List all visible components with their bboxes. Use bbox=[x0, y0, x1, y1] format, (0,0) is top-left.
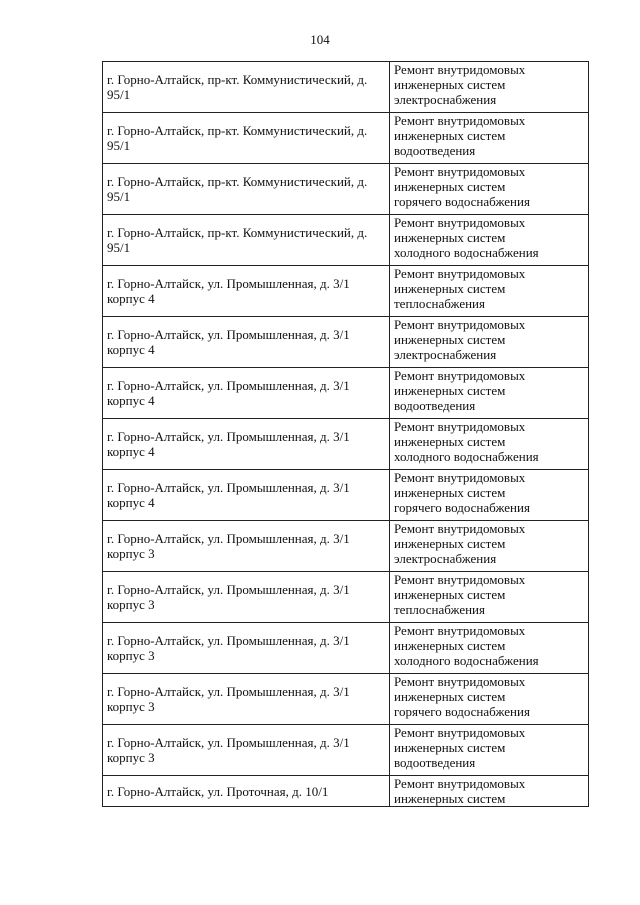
work-title: Ремонт внутридомовых инженерных систем bbox=[394, 521, 526, 551]
address-cell: г. Горно-Алтайск, ул. Промышленная, д. 3/1 корпус 3 bbox=[103, 521, 390, 572]
work-cell bbox=[390, 521, 589, 572]
table-row bbox=[103, 368, 589, 419]
work-title: Ремонт внутридомовых инженерных систем bbox=[394, 776, 526, 806]
work-cell bbox=[390, 62, 589, 113]
work-system: электроснабжения bbox=[394, 551, 497, 566]
address-cell: г. Горно-Алтайск, пр-кт. Коммунистический, д. 95/1 bbox=[103, 62, 390, 113]
work-cell bbox=[390, 725, 589, 776]
address-cell: г. Горно-Алтайск, ул. Промышленная, д. 3/1 корпус 4 bbox=[103, 317, 390, 368]
work-cell bbox=[390, 776, 589, 807]
work-title: Ремонт внутридомовых инженерных систем bbox=[394, 623, 526, 653]
work-cell bbox=[390, 572, 589, 623]
table-row bbox=[103, 62, 589, 113]
work-system: теплоснабжения bbox=[394, 296, 485, 311]
work-title: Ремонт внутридомовых инженерных систем bbox=[394, 215, 526, 245]
work-cell bbox=[390, 419, 589, 470]
address-cell: г. Горно-Алтайск, пр-кт. Коммунистический, д. 95/1 bbox=[103, 215, 390, 266]
work-cell bbox=[390, 674, 589, 725]
work-system: водоотведения bbox=[394, 398, 476, 413]
table-row bbox=[103, 215, 589, 266]
address-cell: г. Горно-Алтайск, ул. Промышленная, д. 3/1 корпус 4 bbox=[103, 266, 390, 317]
work-system: электроснабжения bbox=[394, 347, 497, 362]
table-row bbox=[103, 266, 589, 317]
table-row bbox=[103, 164, 589, 215]
address-cell: г. Горно-Алтайск, ул. Промышленная, д. 3/1 корпус 3 bbox=[103, 674, 390, 725]
address-cell: г. Горно-Алтайск, пр-кт. Коммунистический, д. 95/1 bbox=[103, 113, 390, 164]
work-title: Ремонт внутридомовых инженерных систем bbox=[394, 368, 526, 398]
work-cell bbox=[390, 470, 589, 521]
table-row bbox=[103, 572, 589, 623]
work-cell bbox=[390, 164, 589, 215]
table-row bbox=[103, 776, 589, 807]
work-system: горячего водоснабжения bbox=[394, 500, 530, 515]
table-row bbox=[103, 419, 589, 470]
work-title: Ремонт внутридомовых инженерных систем bbox=[394, 164, 526, 194]
work-title: Ремонт внутридомовых инженерных систем bbox=[394, 419, 526, 449]
table-row bbox=[103, 470, 589, 521]
address-cell: г. Горно-Алтайск, ул. Промышленная, д. 3/1 корпус 3 bbox=[103, 623, 390, 674]
work-cell bbox=[390, 215, 589, 266]
work-title: Ремонт внутридомовых инженерных систем bbox=[394, 113, 526, 143]
work-title: Ремонт внутридомовых инженерных систем bbox=[394, 317, 526, 347]
work-system: горячего водоснабжения bbox=[394, 194, 530, 209]
work-system: холодного водоснабжения bbox=[394, 245, 539, 260]
work-cell bbox=[390, 266, 589, 317]
work-system: электроснабжения bbox=[394, 92, 497, 107]
work-cell bbox=[390, 368, 589, 419]
work-cell bbox=[390, 317, 589, 368]
table-row bbox=[103, 521, 589, 572]
work-cell bbox=[390, 113, 589, 164]
work-title: Ремонт внутридомовых инженерных систем bbox=[394, 470, 526, 500]
work-title: Ремонт внутридомовых инженерных систем bbox=[394, 725, 526, 755]
works-table-body bbox=[103, 62, 589, 807]
work-system: холодного водоснабжения bbox=[394, 449, 539, 464]
page-number: 104 bbox=[310, 32, 330, 47]
work-cell bbox=[390, 623, 589, 674]
table-row bbox=[103, 725, 589, 776]
table-row bbox=[103, 623, 589, 674]
address-cell: г. Горно-Алтайск, ул. Промышленная, д. 3/1 корпус 3 bbox=[103, 725, 390, 776]
work-system: водоотведения bbox=[394, 755, 476, 770]
work-title: Ремонт внутридомовых инженерных систем bbox=[394, 62, 526, 92]
address-cell: г. Горно-Алтайск, ул. Промышленная, д. 3/1 корпус 4 bbox=[103, 470, 390, 521]
address-cell: г. Горно-Алтайск, ул. Промышленная, д. 3/1 корпус 4 bbox=[103, 419, 390, 470]
table-row bbox=[103, 113, 589, 164]
address-cell: г. Горно-Алтайск, ул. Промышленная, д. 3/1 корпус 4 bbox=[103, 368, 390, 419]
work-system: водоотведения bbox=[394, 143, 476, 158]
address-cell: г. Горно-Алтайск, пр-кт. Коммунистический, д. 95/1 bbox=[103, 164, 390, 215]
work-system: холодного водоснабжения bbox=[394, 653, 539, 668]
works-table bbox=[102, 61, 589, 807]
address-cell: г. Горно-Алтайск, ул. Промышленная, д. 3/1 корпус 3 bbox=[103, 572, 390, 623]
work-title: Ремонт внутридомовых инженерных систем bbox=[394, 266, 526, 296]
work-title: Ремонт внутридомовых инженерных систем bbox=[394, 674, 526, 704]
address-cell: г. Горно-Алтайск, ул. Проточная, д. 10/1 bbox=[103, 776, 390, 807]
work-system: теплоснабжения bbox=[394, 602, 485, 617]
table-row bbox=[103, 317, 589, 368]
work-system: горячего водоснабжения bbox=[394, 704, 530, 719]
work-title: Ремонт внутридомовых инженерных систем bbox=[394, 572, 526, 602]
table-row bbox=[103, 674, 589, 725]
